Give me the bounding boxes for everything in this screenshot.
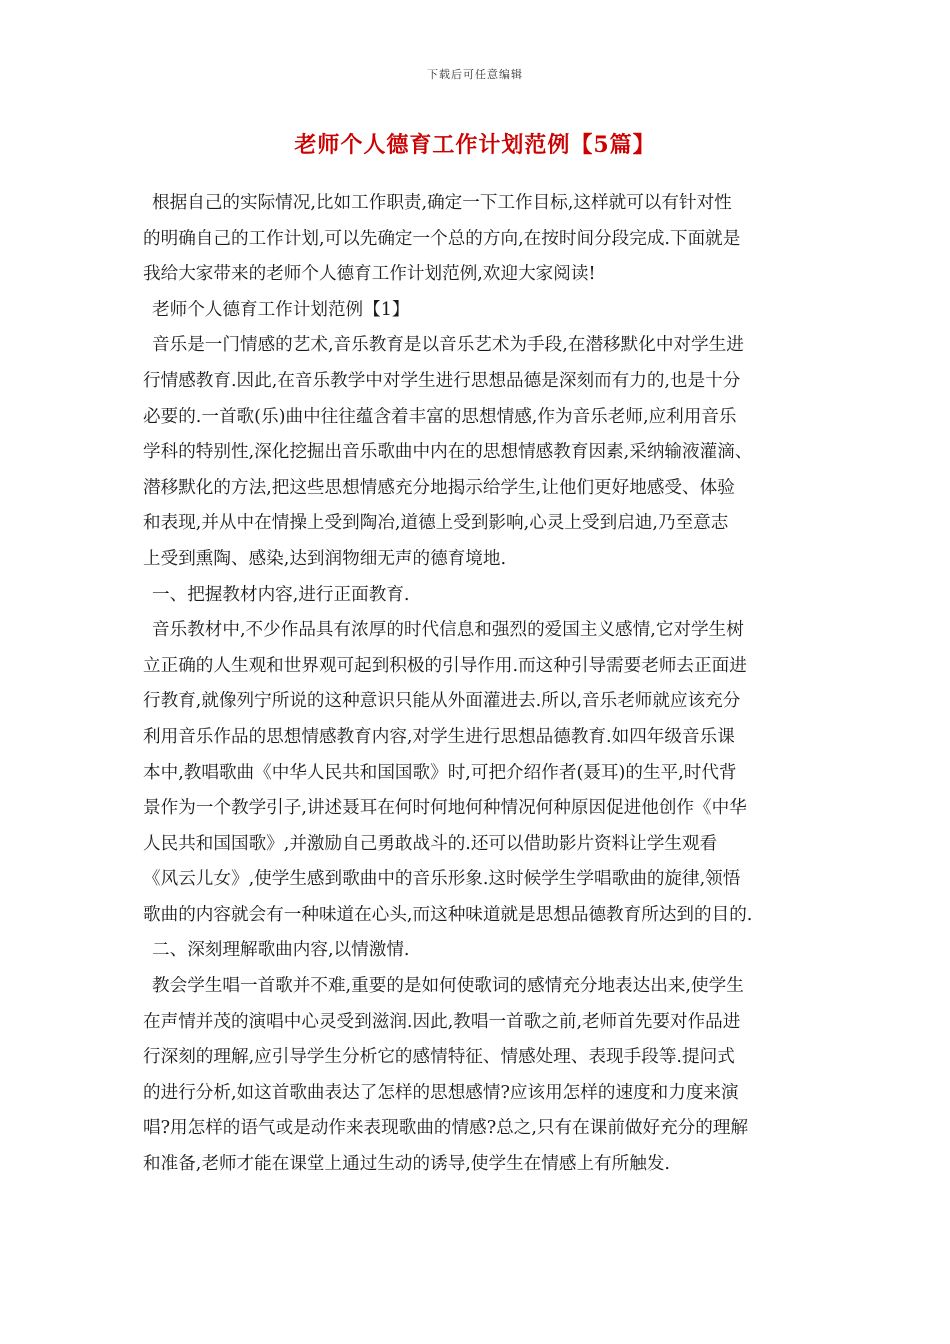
text-line: 上受到熏陶、感染,达到润物细无声的德育境地.: [143, 548, 507, 569]
text-line: 行教育,就像列宁所说的这种意识只能从外面灌进去.所以,音乐老师就应该充分: [143, 691, 741, 712]
text-line: 的进行分析,如这首歌曲表达了怎样的思想感情?应该用怎样的速度和力度来演: [143, 1082, 739, 1103]
text-line: 的明确自己的工作计划,可以先确定一个总的方向,在按时间分段完成.下面就是: [143, 228, 741, 249]
text-line: 我给大家带来的老师个人德育工作计划范例,欢迎大家阅读!: [143, 264, 596, 285]
text-line: 必要的.一首歌(乐)曲中往往蕴含着丰富的思想情感,作为音乐老师,应利用音乐: [143, 406, 737, 427]
text-line: 音乐是一门情感的艺术,音乐教育是以音乐艺术为手段,在潜移默化中对学生进: [152, 335, 744, 356]
text-line: 和表现,并从中在情操上受到陶冶,道德上受到影响,心灵上受到启迪,乃至意志: [143, 513, 729, 534]
text-line: 学科的特别性,深化挖掘出音乐歌曲中内在的思想情感教育因素,采纳输液灌滴、: [143, 442, 753, 463]
text-line: 唱?用怎样的语气或是动作来表现歌曲的情感?总之,只有在课前做好充分的理解: [143, 1118, 749, 1139]
document-title: 老师个人德育工作计划范例【5篇】: [294, 132, 656, 158]
text-line: 行深刻的理解,应引导学生分析它的感情特征、情感处理、表现手段等.提问式: [143, 1047, 735, 1068]
text-line: 音乐教材中,不少作品具有浓厚的时代信息和强烈的爱国主义感情,它对学生树: [152, 620, 744, 641]
text-line: 根据自己的实际情况,比如工作职责,确定一下工作目标,这样就可以有针对性: [152, 193, 732, 213]
text-line: 教会学生唱一首歌并不难,重要的是如何使歌词的感情充分地表达出来,使学生: [152, 976, 744, 997]
text-line: 人民共和国国歌》,并激励自己勇敢战斗的.还可以借助影片资料让学生观看: [143, 833, 718, 854]
text-line: 利用音乐作品的思想情感教育内容,对学生进行思想品德教育.如四年级音乐课: [143, 726, 735, 747]
text-line: 歌曲的内容就会有一种味道在心头,而这种味道就是思想品德教育所达到的目的.: [143, 904, 753, 925]
document-body: [143, 186, 815, 1183]
text-line: 二、深刻理解歌曲内容,以情激情.: [152, 940, 410, 961]
text-line: 景作为一个教学引子,讲述聂耳在何时何地何种情况何种原因促进他创作《中华: [143, 798, 747, 819]
text-line: 《风云儿女》,使学生感到歌曲中的音乐形象.这时候学生学唱歌曲的旋律,领悟: [143, 869, 741, 890]
text-line: 行情感教育.因此,在音乐教学中对学生进行思想品德是深刻而有力的,也是十分: [143, 370, 741, 391]
text-line: 立正确的人生观和世界观可起到积极的引导作用.而这种引导需要老师去正面进: [143, 655, 747, 676]
header-note: 下载后可任意编辑: [427, 68, 523, 81]
text-line: 和准备,老师才能在课堂上通过生动的诱导,使学生在情感上有所触发.: [143, 1154, 670, 1175]
text-line: 老师个人德育工作计划范例【1】: [152, 299, 410, 320]
text-line: 本中,教唱歌曲《中华人民共和国国歌》时,可把介绍作者(聂耳)的生平,时代背: [143, 762, 737, 783]
text-line: 一、把握教材内容,进行正面教育.: [152, 584, 410, 605]
text-line: 在声情并茂的演唱中心灵受到滋润.因此,教唱一首歌之前,老师首先要对作品进: [143, 1011, 741, 1032]
text-line: 潜移默化的方法,把这些思想情感充分地揭示给学生,让他们更好地感受、体验: [143, 477, 735, 498]
